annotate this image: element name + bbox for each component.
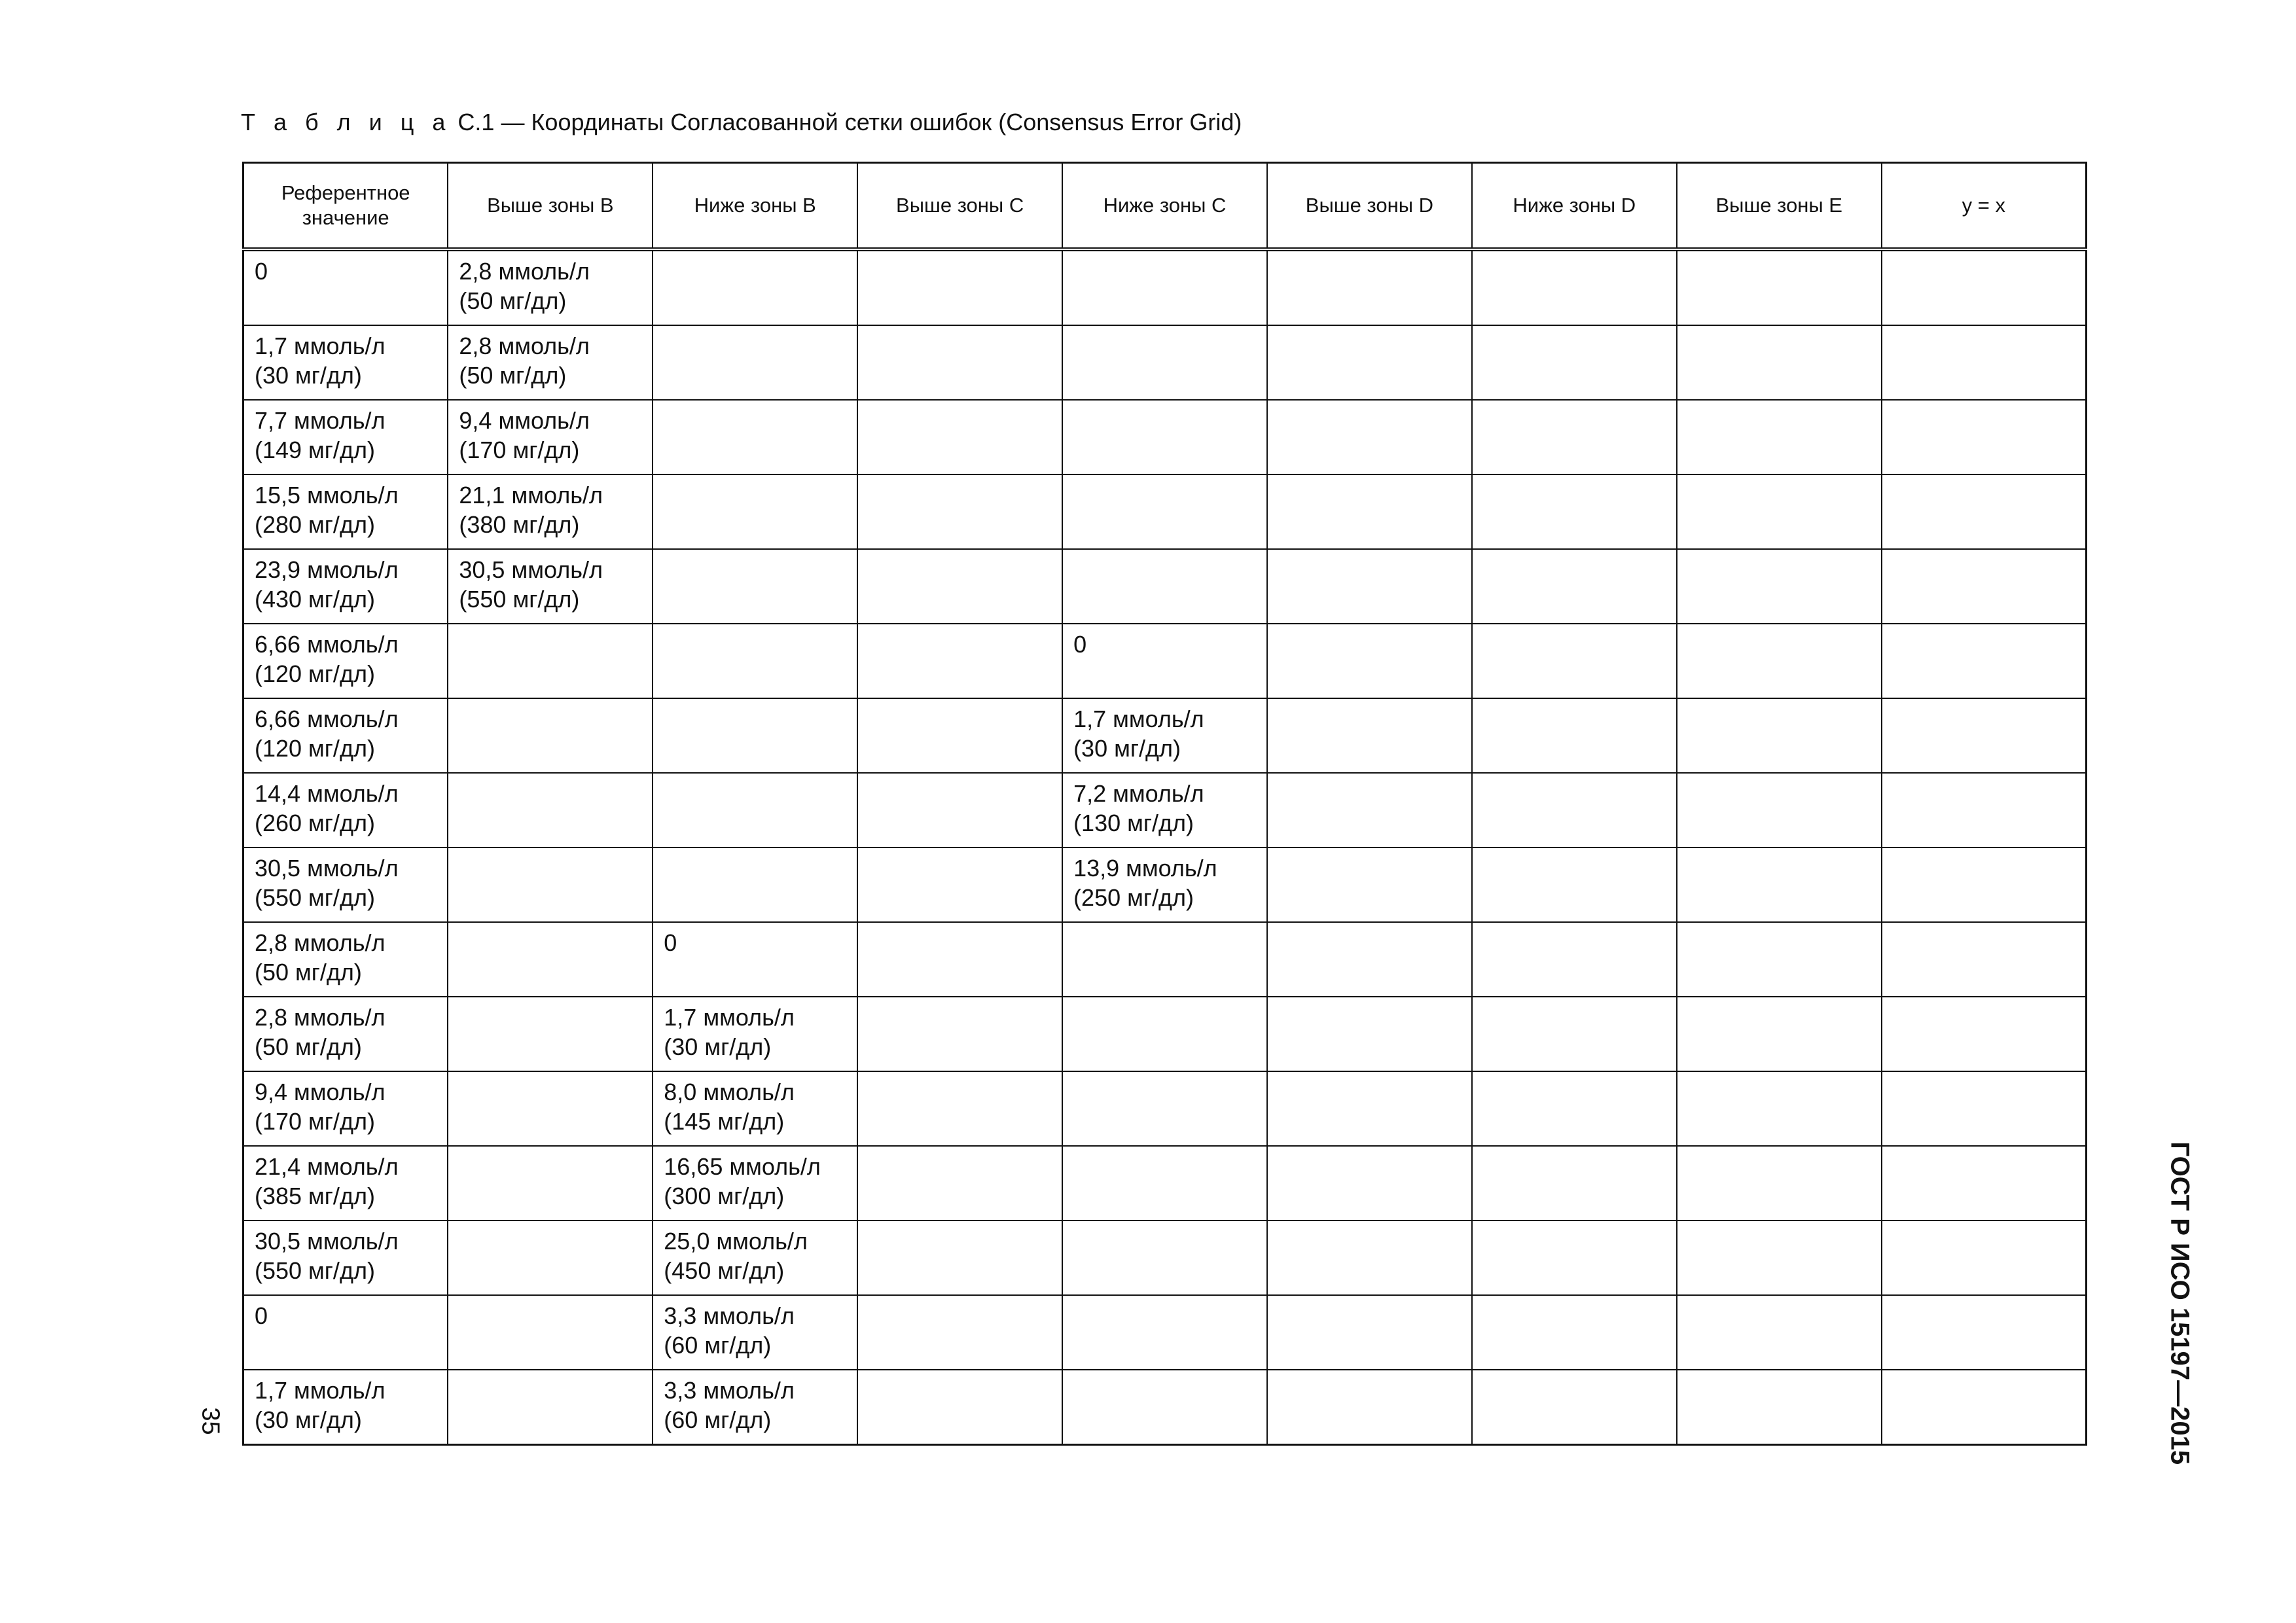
cell-above-zone-b — [448, 1295, 653, 1370]
cell-line: (30 мг/дл) — [664, 1033, 772, 1060]
table-caption-text: С.1 — Координаты Согласованной сетки ошибок (Consensus Error Grid) — [457, 109, 1242, 135]
cell-y-equals-x — [1882, 1370, 2087, 1445]
cell-line: 7,7 ммоль/л — [255, 407, 386, 434]
header-above-zone-e: Выше зоны E — [1677, 163, 1882, 250]
cell-above-zone-e — [1677, 474, 1882, 549]
cell-above-zone-e — [1677, 1221, 1882, 1295]
cell-line: 3,3 ммоль/л — [664, 1302, 795, 1329]
cell-line: 9,4 ммоль/л — [459, 407, 590, 434]
table-row — [243, 249, 2087, 325]
cell-below-zone-c — [1062, 1221, 1267, 1295]
cell-reference-value — [243, 1146, 448, 1221]
cell-y-equals-x — [1882, 1221, 2087, 1295]
header-above-zone-d: Выше зоны D — [1267, 163, 1472, 250]
cell-line: 6,66 ммоль/л — [255, 705, 399, 732]
cell-below-zone-d — [1472, 847, 1677, 922]
cell-below-zone-b — [653, 474, 857, 549]
cell-below-zone-b — [653, 549, 857, 624]
cell-above-zone-b — [448, 1221, 653, 1295]
cell-reference-value — [243, 1071, 448, 1146]
cell-line: 2,8 ммоль/л — [255, 1004, 386, 1031]
cell-above-zone-e — [1677, 549, 1882, 624]
cell-below-zone-b — [653, 1146, 857, 1221]
cell-above-zone-b — [448, 997, 653, 1071]
cell-above-zone-b — [448, 1071, 653, 1146]
cell-line: (149 мг/дл) — [255, 437, 375, 463]
cell-above-zone-e — [1677, 1295, 1882, 1370]
cell-below-zone-b — [653, 249, 857, 325]
cell-above-zone-c — [857, 1370, 1062, 1445]
cell-above-zone-e — [1677, 325, 1882, 400]
cell-above-zone-b — [448, 400, 653, 474]
table-header-row — [243, 163, 2087, 250]
cell-line: (120 мг/дл) — [255, 735, 375, 762]
table-row — [243, 997, 2087, 1071]
cell-reference-value — [243, 249, 448, 325]
cell-below-zone-b — [653, 325, 857, 400]
cell-above-zone-c — [857, 1146, 1062, 1221]
table-caption-label: Т а б л и ц а — [241, 109, 452, 135]
cell-above-zone-d — [1267, 847, 1472, 922]
cell-line: (280 мг/дл) — [255, 511, 375, 538]
cell-line: 23,9 ммоль/л — [255, 556, 399, 583]
cell-reference-value — [243, 325, 448, 400]
cell-above-zone-c — [857, 847, 1062, 922]
cell-above-zone-d — [1267, 1071, 1472, 1146]
cell-below-zone-c — [1062, 922, 1267, 997]
cell-above-zone-d — [1267, 997, 1472, 1071]
cell-line: 1,7 ммоль/л — [255, 332, 386, 359]
cell-line: (30 мг/дл) — [1073, 735, 1181, 762]
cell-above-zone-b — [448, 474, 653, 549]
cell-reference-value — [243, 847, 448, 922]
cell-line: 1,7 ммоль/л — [255, 1377, 386, 1404]
cell-below-zone-c — [1062, 773, 1267, 847]
cell-line: 0 — [255, 1302, 268, 1329]
cell-y-equals-x — [1882, 1146, 2087, 1221]
cell-above-zone-d — [1267, 325, 1472, 400]
table-row — [243, 549, 2087, 624]
table-row — [243, 325, 2087, 400]
cell-above-zone-e — [1677, 1071, 1882, 1146]
table-row — [243, 400, 2087, 474]
cell-above-zone-d — [1267, 400, 1472, 474]
cell-below-zone-d — [1472, 698, 1677, 773]
cell-line: (260 мг/дл) — [255, 810, 375, 836]
cell-below-zone-d — [1472, 1295, 1677, 1370]
cell-line: 13,9 ммоль/л — [1073, 855, 1217, 882]
cell-reference-value — [243, 624, 448, 698]
header-y-equals-x: y = x — [1882, 163, 2087, 250]
cell-above-zone-c — [857, 1071, 1062, 1146]
cell-reference-value — [243, 1221, 448, 1295]
cell-y-equals-x — [1882, 549, 2087, 624]
cell-above-zone-c — [857, 997, 1062, 1071]
cell-above-zone-d — [1267, 1370, 1472, 1445]
cell-above-zone-e — [1677, 1146, 1882, 1221]
header-reference-value: Референтное значение — [243, 163, 448, 250]
cell-y-equals-x — [1882, 1295, 2087, 1370]
cell-line: (50 мг/дл) — [255, 1033, 362, 1060]
cell-above-zone-b — [448, 249, 653, 325]
cell-above-zone-d — [1267, 698, 1472, 773]
cell-line: 9,4 ммоль/л — [255, 1079, 386, 1105]
cell-below-zone-d — [1472, 474, 1677, 549]
cell-line: 16,65 ммоль/л — [664, 1153, 821, 1180]
cell-line: 0 — [1073, 631, 1087, 658]
header-below-zone-b: Ниже зоны B — [653, 163, 857, 250]
cell-below-zone-b — [653, 997, 857, 1071]
cell-above-zone-c — [857, 400, 1062, 474]
cell-above-zone-c — [857, 325, 1062, 400]
cell-below-zone-c — [1062, 549, 1267, 624]
cell-line: (50 мг/дл) — [459, 287, 567, 314]
cell-below-zone-d — [1472, 997, 1677, 1071]
cell-below-zone-b — [653, 1295, 857, 1370]
cell-below-zone-b — [653, 1370, 857, 1445]
table-row — [243, 1370, 2087, 1445]
cell-line: 15,5 ммоль/л — [255, 482, 399, 508]
cell-y-equals-x — [1882, 922, 2087, 997]
cell-line: (300 мг/дл) — [664, 1183, 785, 1209]
cell-below-zone-b — [653, 1071, 857, 1146]
cell-line: (130 мг/дл) — [1073, 810, 1194, 836]
cell-y-equals-x — [1882, 997, 2087, 1071]
table-row — [243, 1146, 2087, 1221]
table-row — [243, 847, 2087, 922]
table-caption — [241, 109, 1242, 136]
cell-line: (30 мг/дл) — [255, 1406, 362, 1433]
cell-above-zone-c — [857, 698, 1062, 773]
cell-above-zone-b — [448, 698, 653, 773]
cell-above-zone-c — [857, 922, 1062, 997]
cell-line: (60 мг/дл) — [664, 1332, 772, 1359]
cell-line: 0 — [255, 258, 268, 285]
cell-above-zone-d — [1267, 773, 1472, 847]
cell-above-zone-d — [1267, 624, 1472, 698]
cell-line: (430 мг/дл) — [255, 586, 375, 613]
cell-above-zone-b — [448, 549, 653, 624]
cell-line: (50 мг/дл) — [255, 959, 362, 986]
cell-line: 30,5 ммоль/л — [255, 855, 399, 882]
cell-line: 8,0 ммоль/л — [664, 1079, 795, 1105]
table-row — [243, 1221, 2087, 1295]
cell-above-zone-e — [1677, 624, 1882, 698]
cell-above-zone-b — [448, 1146, 653, 1221]
cell-y-equals-x — [1882, 773, 2087, 847]
cell-line: (380 мг/дл) — [459, 511, 580, 538]
cell-above-zone-b — [448, 325, 653, 400]
cell-above-zone-c — [857, 624, 1062, 698]
cell-y-equals-x — [1882, 400, 2087, 474]
table-row — [243, 698, 2087, 773]
cell-below-zone-c — [1062, 847, 1267, 922]
cell-y-equals-x — [1882, 1071, 2087, 1146]
cell-line: (170 мг/дл) — [459, 437, 580, 463]
cell-line: 1,7 ммоль/л — [664, 1004, 795, 1031]
cell-above-zone-e — [1677, 997, 1882, 1071]
cell-below-zone-b — [653, 847, 857, 922]
cell-below-zone-b — [653, 698, 857, 773]
cell-reference-value — [243, 698, 448, 773]
cell-below-zone-d — [1472, 549, 1677, 624]
cell-line: (385 мг/дл) — [255, 1183, 375, 1209]
cell-y-equals-x — [1882, 249, 2087, 325]
cell-below-zone-c — [1062, 1071, 1267, 1146]
cell-above-zone-e — [1677, 400, 1882, 474]
cell-line: 14,4 ммоль/л — [255, 780, 399, 807]
cell-below-zone-d — [1472, 773, 1677, 847]
cell-below-zone-c — [1062, 698, 1267, 773]
cell-below-zone-d — [1472, 1221, 1677, 1295]
cell-reference-value — [243, 1295, 448, 1370]
standard-code: ГОСТ Р ИСО 15197—2015 — [2165, 1141, 2195, 1465]
cell-line: (50 мг/дл) — [459, 362, 567, 389]
table-row — [243, 1071, 2087, 1146]
cell-line: 2,8 ммоль/л — [255, 929, 386, 956]
cell-reference-value — [243, 997, 448, 1071]
cell-below-zone-c — [1062, 400, 1267, 474]
cell-y-equals-x — [1882, 624, 2087, 698]
cell-above-zone-b — [448, 1370, 653, 1445]
cell-below-zone-d — [1472, 400, 1677, 474]
cell-below-zone-c — [1062, 1295, 1267, 1370]
table-row — [243, 1295, 2087, 1370]
cell-below-zone-c — [1062, 1146, 1267, 1221]
cell-line: (550 мг/дл) — [255, 884, 375, 911]
cell-below-zone-c — [1062, 1370, 1267, 1445]
cell-below-zone-c — [1062, 325, 1267, 400]
cell-line: 30,5 ммоль/л — [459, 556, 603, 583]
cell-below-zone-d — [1472, 624, 1677, 698]
cell-above-zone-d — [1267, 922, 1472, 997]
table-row — [243, 922, 2087, 997]
consensus-error-grid-table — [242, 162, 2087, 1446]
cell-line: (450 мг/дл) — [664, 1257, 785, 1284]
header-below-zone-d: Ниже зоны D — [1472, 163, 1677, 250]
cell-above-zone-d — [1267, 249, 1472, 325]
cell-below-zone-b — [653, 624, 857, 698]
cell-above-zone-e — [1677, 249, 1882, 325]
cell-below-zone-c — [1062, 624, 1267, 698]
cell-line: 2,8 ммоль/л — [459, 332, 590, 359]
cell-line: (60 мг/дл) — [664, 1406, 772, 1433]
table-body — [243, 249, 2087, 1445]
cell-above-zone-d — [1267, 549, 1472, 624]
cell-line: 3,3 ммоль/л — [664, 1377, 795, 1404]
cell-y-equals-x — [1882, 698, 2087, 773]
cell-reference-value — [243, 1370, 448, 1445]
table-row — [243, 474, 2087, 549]
cell-above-zone-c — [857, 1295, 1062, 1370]
cell-above-zone-e — [1677, 922, 1882, 997]
cell-line: (145 мг/дл) — [664, 1108, 785, 1135]
cell-line: 2,8 ммоль/л — [459, 258, 590, 285]
cell-above-zone-c — [857, 249, 1062, 325]
cell-reference-value — [243, 400, 448, 474]
cell-above-zone-b — [448, 773, 653, 847]
cell-y-equals-x — [1882, 847, 2087, 922]
cell-below-zone-b — [653, 773, 857, 847]
page-number: 35 — [196, 1407, 224, 1435]
table-row — [243, 773, 2087, 847]
cell-reference-value — [243, 773, 448, 847]
cell-line: 25,0 ммоль/л — [664, 1228, 808, 1255]
cell-line: 6,66 ммоль/л — [255, 631, 399, 658]
cell-above-zone-b — [448, 624, 653, 698]
cell-above-zone-d — [1267, 1146, 1472, 1221]
header-above-zone-c: Выше зоны C — [857, 163, 1062, 250]
cell-above-zone-c — [857, 1221, 1062, 1295]
cell-below-zone-d — [1472, 922, 1677, 997]
cell-line: 30,5 ммоль/л — [255, 1228, 399, 1255]
cell-above-zone-d — [1267, 474, 1472, 549]
cell-below-zone-b — [653, 922, 857, 997]
cell-above-zone-e — [1677, 773, 1882, 847]
cell-line: (30 мг/дл) — [255, 362, 362, 389]
cell-below-zone-b — [653, 400, 857, 474]
cell-line: (170 мг/дл) — [255, 1108, 375, 1135]
cell-below-zone-d — [1472, 1370, 1677, 1445]
cell-below-zone-c — [1062, 997, 1267, 1071]
cell-line: 1,7 ммоль/л — [1073, 705, 1204, 732]
cell-above-zone-d — [1267, 1295, 1472, 1370]
cell-above-zone-c — [857, 474, 1062, 549]
cell-below-zone-d — [1472, 325, 1677, 400]
cell-line: 21,4 ммоль/л — [255, 1153, 399, 1180]
header-below-zone-c: Ниже зоны C — [1062, 163, 1267, 250]
cell-line: 21,1 ммоль/л — [459, 482, 603, 508]
cell-above-zone-e — [1677, 698, 1882, 773]
cell-line: 0 — [664, 929, 677, 956]
cell-above-zone-b — [448, 922, 653, 997]
cell-above-zone-c — [857, 549, 1062, 624]
cell-line: (120 мг/дл) — [255, 660, 375, 687]
header-above-zone-b: Выше зоны B — [448, 163, 653, 250]
cell-line: (550 мг/дл) — [459, 586, 580, 613]
cell-line: 7,2 ммоль/л — [1073, 780, 1204, 807]
cell-y-equals-x — [1882, 325, 2087, 400]
cell-above-zone-c — [857, 773, 1062, 847]
cell-above-zone-b — [448, 847, 653, 922]
cell-y-equals-x — [1882, 474, 2087, 549]
cell-above-zone-d — [1267, 1221, 1472, 1295]
cell-reference-value — [243, 922, 448, 997]
cell-reference-value — [243, 474, 448, 549]
cell-line: (550 мг/дл) — [255, 1257, 375, 1284]
cell-above-zone-e — [1677, 1370, 1882, 1445]
cell-line: (250 мг/дл) — [1073, 884, 1194, 911]
table-row — [243, 624, 2087, 698]
cell-below-zone-b — [653, 1221, 857, 1295]
cell-below-zone-c — [1062, 474, 1267, 549]
cell-below-zone-d — [1472, 249, 1677, 325]
cell-below-zone-c — [1062, 249, 1267, 325]
cell-above-zone-e — [1677, 847, 1882, 922]
cell-below-zone-d — [1472, 1146, 1677, 1221]
cell-reference-value — [243, 549, 448, 624]
cell-below-zone-d — [1472, 1071, 1677, 1146]
